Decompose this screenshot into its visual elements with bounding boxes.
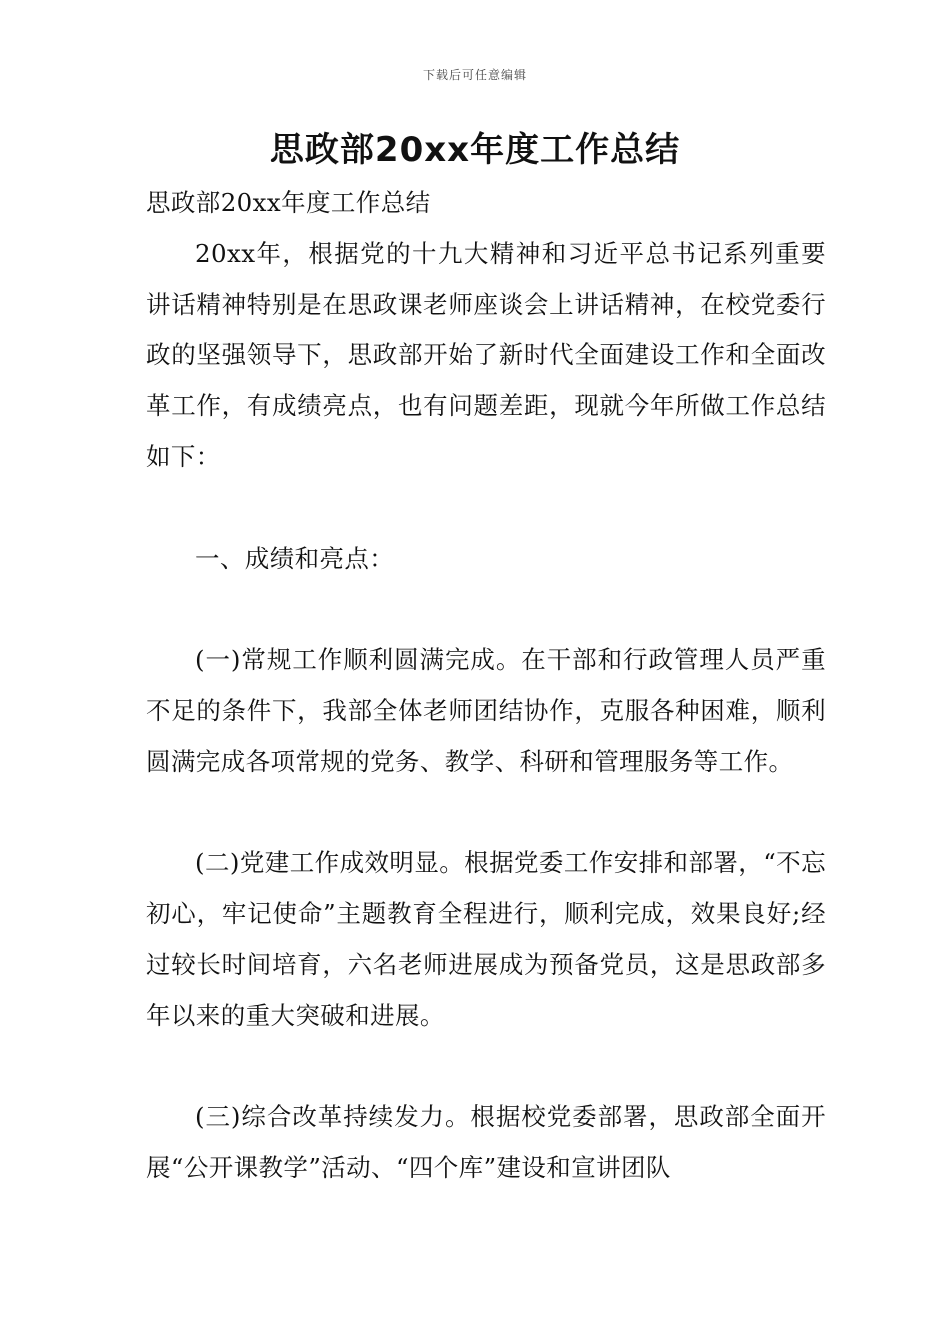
paragraph-gap xyxy=(146,584,826,635)
item-paragraph-2: (二)党建工作成效明显。根据党委工作安排和部署，“不忘初心，牢记使命”主题教育全程进行，顺利完成，效果良好;经过较长时间培育，六名老师进展成为预备党员，这是思政部多年以来的重大突破和进展。 xyxy=(146,848,826,1030)
header-note: 下载后可任意编辑 xyxy=(422,68,527,82)
paragraph-gap xyxy=(146,483,826,534)
paragraph-gap xyxy=(146,1042,826,1093)
paragraph-gap xyxy=(146,788,826,839)
item-paragraph-1: (一)常规工作顺利圆满完成。在干部和行政管理人员严重不足的条件下，我部全体老师团结协作，克服各种困难，顺利圆满完成各项常规的党务、教学、科研和管理服务等工作。 xyxy=(146,645,826,776)
document-title: 思政部20xx年度工作总结 xyxy=(269,130,681,170)
section-heading-1: 一、成绩和亮点： xyxy=(195,543,395,573)
item-paragraph-3: (三)综合改革持续发力。根据校党委部署，思政部全面开展“公开课教学”活动、“四个库”建设和宣讲团队 xyxy=(146,1102,826,1183)
subtitle-line: 思政部20xx年度工作总结 xyxy=(146,188,431,217)
document-body xyxy=(146,178,826,1194)
intro-paragraph: 20xx年，根据党的十九大精神和习近平总书记系列重要讲话精神特别是在思政课老师座谈会上讲话精神，在校党委行政的坚强领导下，思政部开始了新时代全面建设工作和全面改革工作，有成绩亮点，也有问题差距，现就今年所做工作总结如下： xyxy=(146,238,826,471)
